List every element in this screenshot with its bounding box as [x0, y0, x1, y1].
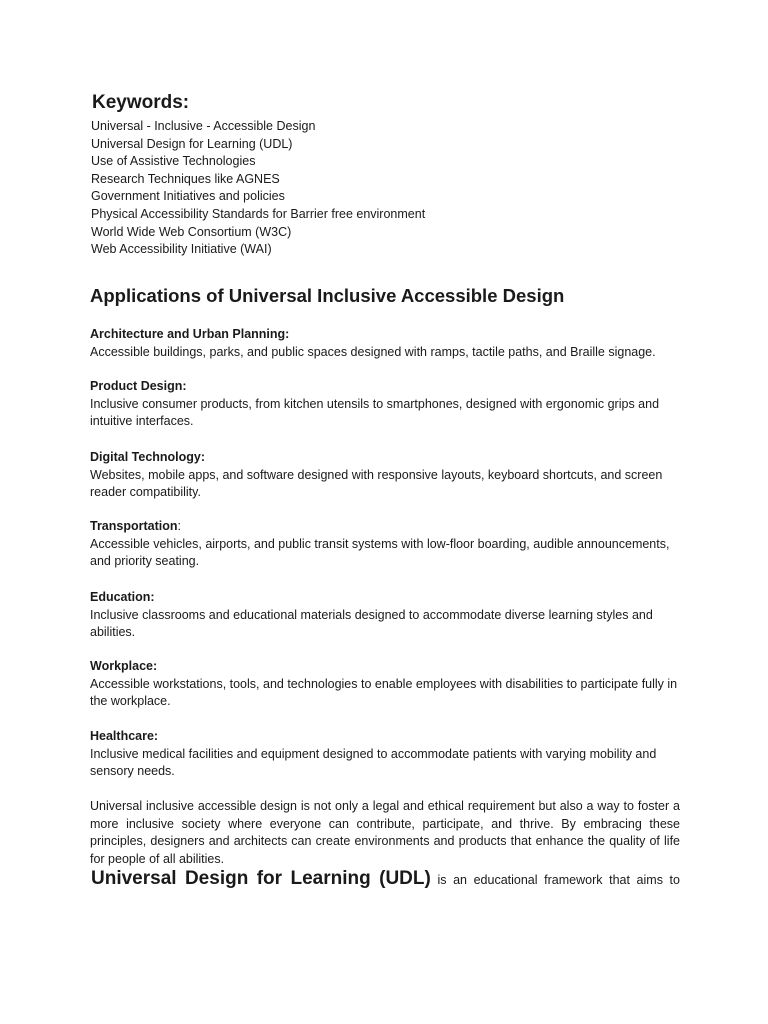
section-body: Websites, mobile apps, and software designed with responsive layouts, keyboard shortcuts, and screen reader compatibility. — [90, 467, 663, 499]
keyword-item: Use of Assistive Technologies — [91, 154, 256, 169]
keyword-item: Web Accessibility Initiative (WAI) — [91, 242, 272, 257]
section-body: Inclusive classrooms and educational materials designed to accommodate diverse learning styles and abilities. — [90, 607, 653, 639]
keywords-heading: Keywords: — [92, 92, 190, 113]
keyword-item: Government Initiatives and policies — [91, 189, 285, 204]
section-title: Product Design: — [90, 379, 187, 393]
section-title: Digital Technology: — [90, 450, 206, 464]
section-title: Workplace: — [90, 659, 158, 673]
summary-paragraph: Universal inclusive accessible design is not only a legal and ethical requirement but also a way to foster a more inclusive society where everyone can contribute, participate, and thrive. By embracing these principles, designers and architects can create environments and products that enhance the quality of life for people of all abilities. — [90, 799, 680, 866]
keyword-item: Research Techniques like AGNES — [91, 171, 280, 186]
section-product-design — [90, 378, 690, 431]
section-body: Inclusive consumer products, from kitchen utensils to smartphones, designed with ergonomic grips and intuitive interfaces. — [90, 396, 660, 428]
keywords-list — [91, 118, 425, 259]
keyword-item: Universal Design for Learning (UDL) — [91, 136, 293, 151]
section-body: Accessible vehicles, airports, and public transit systems with low-floor boarding, audible announcements, and priority seating. — [90, 536, 670, 568]
section-transportation — [90, 518, 690, 571]
section-education — [90, 589, 690, 642]
applications-heading: Applications of Universal Inclusive Accessible Design — [90, 285, 565, 306]
keyword-item: Universal - Inclusive - Accessible Design — [91, 119, 316, 133]
keyword-item: Physical Accessibility Standards for Barrier free environment — [91, 206, 426, 221]
section-title: Architecture and Urban Planning: — [90, 327, 290, 341]
section-healthcare — [90, 728, 690, 781]
section-title-suffix: : — [177, 519, 181, 533]
udl-text: is an educational framework that aims to — [430, 873, 680, 887]
section-body: Inclusive medical facilities and equipment designed to accommodate patients with varying mobility and sensory needs. — [90, 746, 657, 778]
section-architecture — [90, 326, 690, 361]
keyword-item: World Wide Web Consortium (W3C) — [91, 224, 292, 239]
section-digital-technology — [90, 449, 690, 502]
udl-term: Universal Design for Learning (UDL) — [91, 868, 431, 889]
section-body: Accessible workstations, tools, and technologies to enable employees with disabilities to participate fully in the workplace. — [90, 676, 678, 708]
section-workplace — [90, 658, 690, 711]
section-body: Accessible buildings, parks, and public spaces designed with ramps, tactile paths, and Braille signage. — [90, 344, 656, 359]
section-title: Healthcare: — [90, 729, 159, 743]
section-title-row — [90, 518, 690, 536]
udl-paragraph — [91, 866, 680, 893]
section-title: Education: — [90, 590, 155, 604]
section-title: Transportation — [90, 519, 178, 533]
